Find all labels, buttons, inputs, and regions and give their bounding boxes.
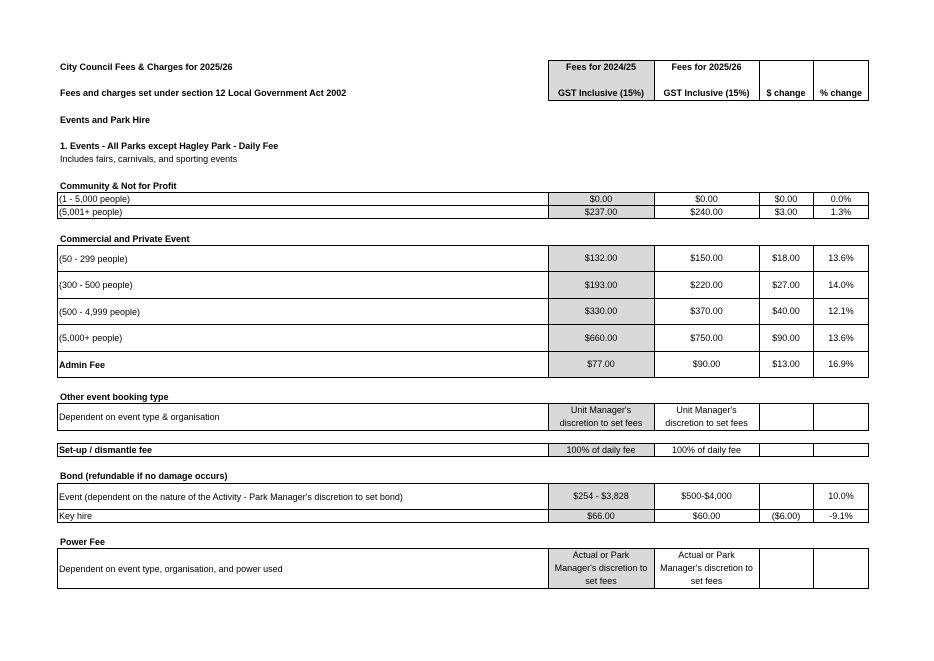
pct-change: 13.6%: [828, 253, 854, 263]
header-gst-2425: GST Inclusive (15%): [557, 88, 645, 98]
pct-change: 1.3%: [830, 206, 852, 217]
other-event-fee-2425: [548, 404, 654, 430]
dollar-change: $13.00: [772, 359, 800, 369]
bond-heading: Bond (refundable if no damage occurs): [60, 471, 228, 481]
row-label: (5,000+ people): [59, 333, 123, 343]
fee-2425: $660.00: [584, 332, 618, 343]
fee-line: Manager's discretion to: [554, 563, 648, 573]
pct-change: 14.0%: [828, 279, 854, 290]
fee-2425: $0.00: [589, 193, 613, 204]
fee-2526: $0.00: [695, 193, 718, 204]
row-label: Event (dependent on the nature of the Activity - Park Manager's discretion to set bond): [59, 491, 403, 502]
fee-2526: $370.00: [690, 306, 723, 316]
fee-line: Actual or Park: [572, 550, 630, 560]
document-subtitle: Fees and charges set under section 12 Local Government Act 2002: [60, 88, 347, 98]
other-event-fee-2526: [654, 404, 759, 430]
dollar-change: $3.00: [774, 206, 798, 217]
power-fee-2526: [654, 549, 759, 588]
pct-change: 16.9%: [828, 359, 854, 369]
row-label: Key hire: [59, 511, 93, 521]
fee-2526: $750.00: [690, 332, 723, 343]
power-heading: Power Fee: [60, 537, 106, 547]
header-dollar-change: $ change: [766, 88, 806, 98]
header-fees-2425: Fees for 2024/25: [565, 62, 637, 72]
fee-line: Unit Manager's: [570, 405, 632, 415]
fee-line: Manager's discretion to: [660, 563, 753, 573]
dollar-change: $90.00: [772, 332, 800, 343]
subsection-note: Includes fairs, carnivals, and sporting events: [60, 154, 238, 164]
pct-change: -9.1%: [829, 510, 853, 521]
header-gst-2526: GST Inclusive (15%): [663, 88, 750, 98]
pct-change: 0.0%: [830, 193, 852, 204]
pct-change: 12.1%: [828, 306, 854, 316]
setup-label: Set-up / dismantle fee: [59, 445, 153, 455]
fee-2425: $330.00: [584, 306, 618, 316]
fee-2425: $193.00: [584, 279, 618, 290]
row-label: (300 - 500 people): [59, 280, 133, 290]
fee-2526: $90.00: [692, 359, 721, 369]
fee-2425: $132.00: [584, 253, 618, 263]
row-label: (500 - 4,999 people): [59, 306, 141, 317]
row-label: (50 - 299 people): [59, 253, 128, 264]
fee-2526: $150.00: [690, 253, 723, 263]
row-label: (5,001+ people): [59, 207, 123, 217]
commercial-heading: Commercial and Private Event: [60, 234, 190, 244]
fee-2526: $60.00: [692, 510, 721, 521]
pct-change: 10.0%: [828, 491, 854, 501]
dollar-change: ($6.00): [771, 510, 801, 521]
fee-2425: $254 - $3,828: [573, 491, 629, 501]
header-pct-change: % change: [819, 88, 862, 98]
other-event-label: Dependent on event type & organisation: [59, 412, 220, 422]
fee-2425: $77.00: [587, 359, 615, 369]
fee-2526: $220.00: [690, 279, 723, 290]
fee-line: discretion to set fees: [559, 418, 643, 428]
fee-line: set fees: [690, 576, 723, 586]
row-label: (1 - 5,000 people): [59, 194, 131, 204]
fee-line: Actual or Park: [678, 550, 735, 560]
fee-line: discretion to set fees: [665, 418, 748, 428]
dollar-change: $18.00: [772, 253, 800, 263]
fee-line: Unit Manager's: [676, 405, 737, 415]
fee-line: set fees: [585, 576, 617, 586]
fee-2425: $237.00: [584, 206, 618, 217]
subsection-title: 1. Events - All Parks except Hagley Park - Daily Fee: [60, 141, 279, 151]
dollar-change: $27.00: [772, 279, 800, 290]
setup-fee-2526: 100% of daily fee: [671, 444, 742, 455]
other-event-heading: Other event booking type: [60, 392, 169, 402]
power-label: Dependent on event type, organisation, and power used: [59, 563, 283, 574]
dollar-change: [759, 484, 813, 509]
row-label: Admin Fee: [59, 359, 106, 370]
community-heading: Community & Not for Profit: [60, 181, 177, 191]
setup-fee-2425: 100% of daily fee: [566, 444, 636, 455]
power-fee-2425: [548, 549, 654, 588]
document-title: City Council Fees & Charges for 2025/26: [60, 62, 233, 72]
section-title: Events and Park Hire: [60, 115, 151, 125]
fee-2425: $66.00: [587, 510, 615, 521]
pct-change: 13.6%: [828, 332, 854, 343]
fee-2526: $240.00: [690, 206, 723, 217]
header-fees-2526: Fees for 2025/26: [671, 62, 742, 72]
fee-2526: $500-$4,000: [681, 491, 732, 501]
dollar-change: $0.00: [774, 193, 798, 204]
dollar-change: $40.00: [772, 306, 800, 316]
